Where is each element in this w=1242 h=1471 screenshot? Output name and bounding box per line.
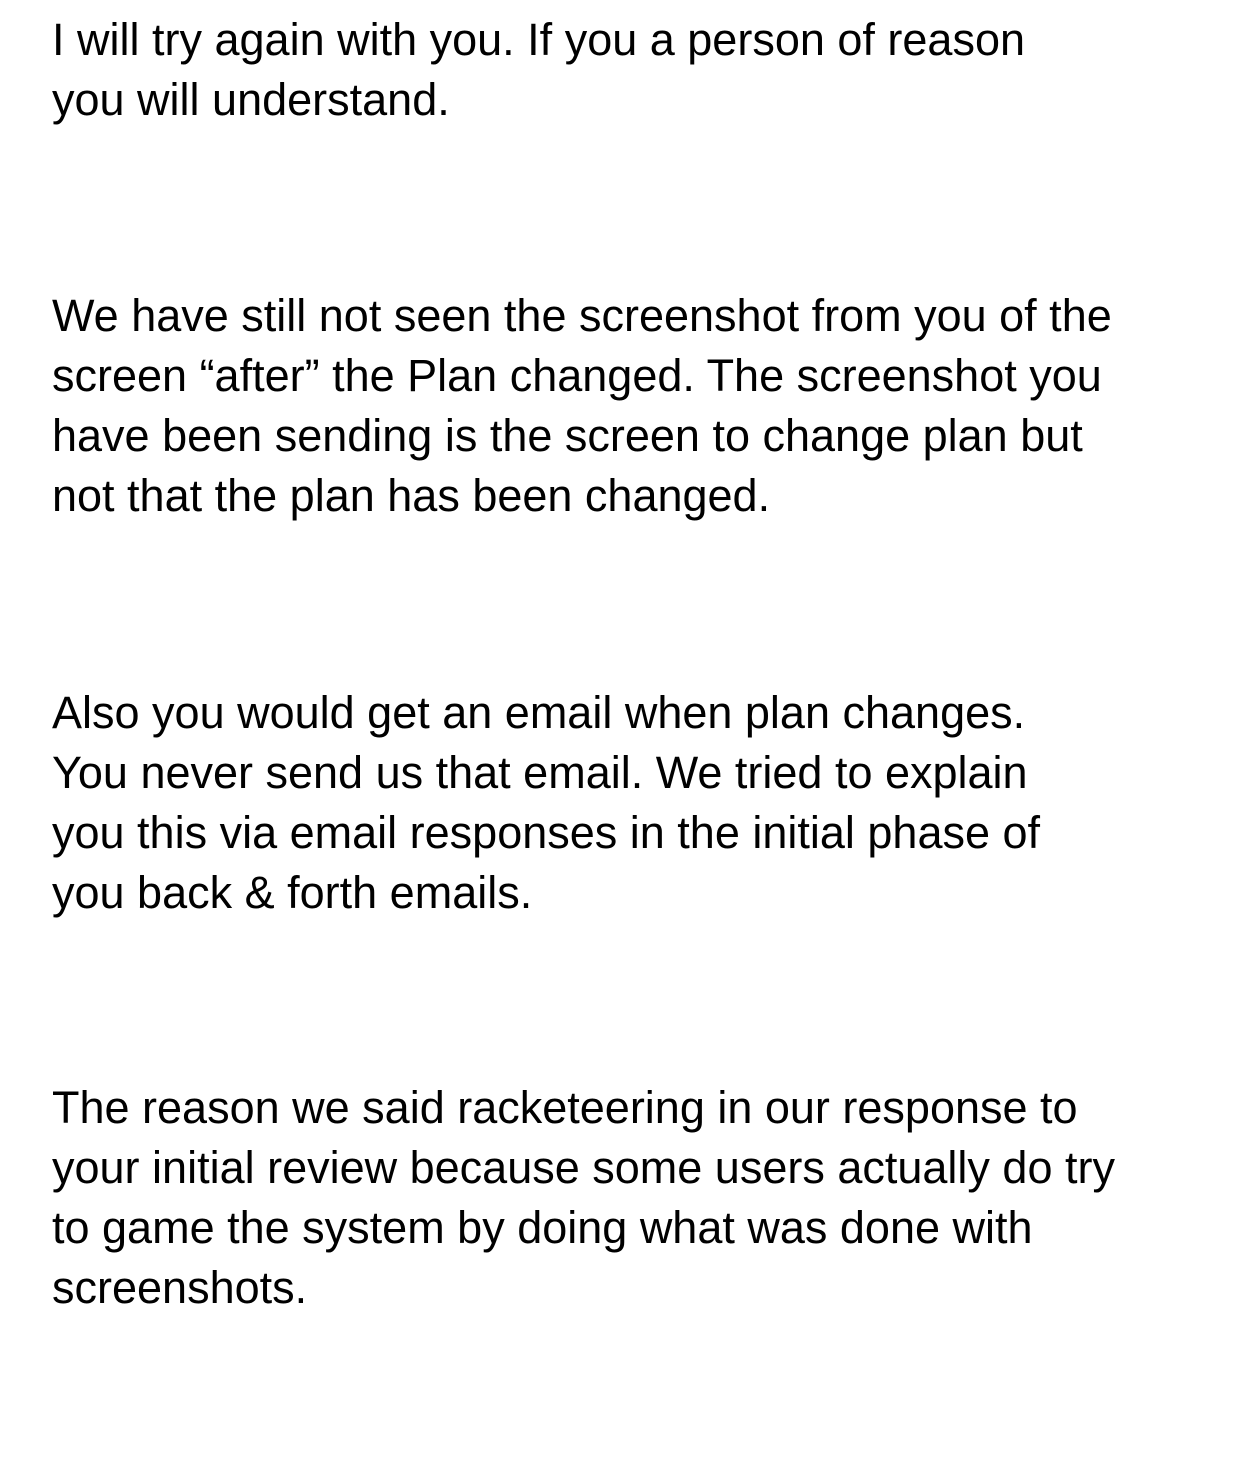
text-line: I will try again with you. If you a person of reason — [52, 14, 1025, 65]
paragraph-2 — [52, 286, 1112, 526]
text-line: screen “after” the Plan changed. The screenshot you — [52, 350, 1102, 401]
paragraph-1 — [52, 10, 1025, 130]
text-line: screenshots. — [52, 1262, 308, 1313]
text-line: you will understand. — [52, 74, 450, 125]
text-line: to game the system by doing what was done with — [52, 1202, 1033, 1253]
text-line: have been sending is the screen to change plan but — [52, 410, 1083, 461]
text-line: Also you would get an email when plan changes. — [52, 687, 1026, 738]
text-line: We have still not seen the screenshot from you of the — [52, 290, 1112, 341]
paragraph-3 — [52, 683, 1040, 923]
text-line: The reason we said racketeering in our response to — [52, 1082, 1078, 1133]
paragraph-4 — [52, 1078, 1115, 1318]
text-line: you back & forth emails. — [52, 867, 533, 918]
text-line: you this via email responses in the initial phase of — [52, 807, 1041, 858]
text-line: You never send us that email. We tried to explain — [52, 747, 1028, 798]
text-line: not that the plan has been changed. — [52, 470, 771, 521]
text-line: your initial review because some users actually do try — [52, 1142, 1115, 1193]
